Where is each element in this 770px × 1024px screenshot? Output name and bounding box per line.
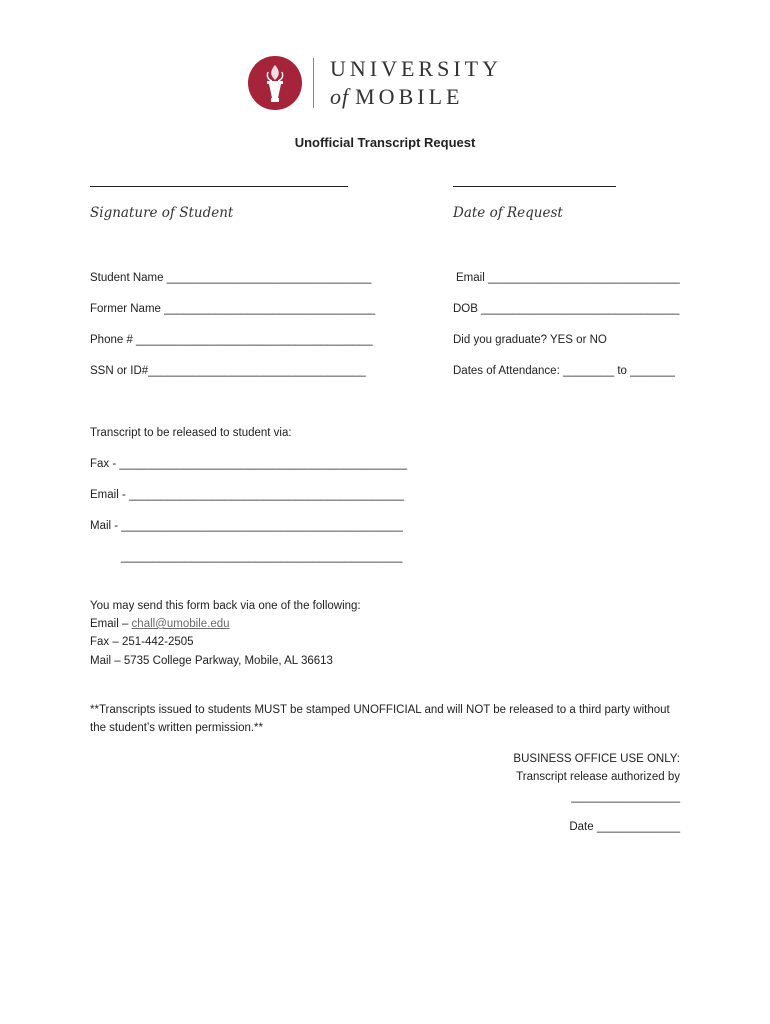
- phone-field[interactable]: Phone # _____________________________________: [90, 334, 373, 346]
- office-heading: BUSINESS OFFICE USE ONLY:: [513, 753, 680, 765]
- dob-field[interactable]: DOB _______________________________: [453, 303, 680, 315]
- send-back-heading: You may send this form back via one of the following:: [90, 600, 361, 612]
- send-back-email: [90, 618, 230, 630]
- notice-line-1: **Transcripts issued to students MUST be stamped UNOFFICIAL and will NOT be released to a third party without: [90, 704, 670, 716]
- torch-seal-icon: [248, 56, 302, 110]
- logo-divider: [313, 58, 314, 108]
- logo-of-mobile: [330, 84, 463, 110]
- page-title: Unofficial Transcript Request: [294, 135, 476, 150]
- student-name-field[interactable]: Student Name ________________________________: [90, 272, 372, 284]
- graduate-question[interactable]: Did you graduate? YES or NO: [453, 334, 607, 346]
- former-name-field[interactable]: Former Name _________________________________: [90, 303, 376, 315]
- date-of-request-line[interactable]: [453, 186, 616, 187]
- ssn-id-field[interactable]: SSN or ID#__________________________________: [90, 365, 366, 377]
- release-mail-line2[interactable]: ____________________________________________: [121, 551, 403, 563]
- signature-label: Signature of Student: [90, 205, 234, 221]
- date-of-request-label: Date of Request: [453, 205, 563, 221]
- office-date-field[interactable]: Date _____________: [569, 821, 680, 833]
- release-fax-field[interactable]: Fax - _____________________________________________: [90, 458, 408, 470]
- dates-of-attendance-field[interactable]: Dates of Attendance: ________ to _______: [453, 365, 675, 377]
- release-heading: Transcript to be released to student via:: [90, 427, 292, 439]
- office-authorized-label: Transcript release authorized by: [516, 771, 680, 783]
- send-back-email-prefix: Email –: [90, 618, 132, 630]
- email-field[interactable]: Email ______________________________: [456, 272, 680, 284]
- signature-line[interactable]: [90, 186, 348, 187]
- send-back-fax: Fax – 251-442-2505: [90, 636, 194, 648]
- release-email-field[interactable]: Email - ___________________________________________: [90, 489, 404, 501]
- logo-university: UNIVERSITY: [330, 56, 502, 81]
- notice-line-2: the student’s written permission.**: [90, 722, 264, 734]
- office-authorized-line[interactable]: _________________: [571, 791, 680, 803]
- email-link[interactable]: chall@umobile.edu: [131, 618, 230, 630]
- logo-mobile: MOBILE: [355, 84, 464, 109]
- send-back-mail: Mail – 5735 College Parkway, Mobile, AL 36613: [90, 655, 333, 667]
- release-mail-field[interactable]: Mail - ____________________________________________: [90, 520, 403, 532]
- logo-of: of: [330, 84, 350, 109]
